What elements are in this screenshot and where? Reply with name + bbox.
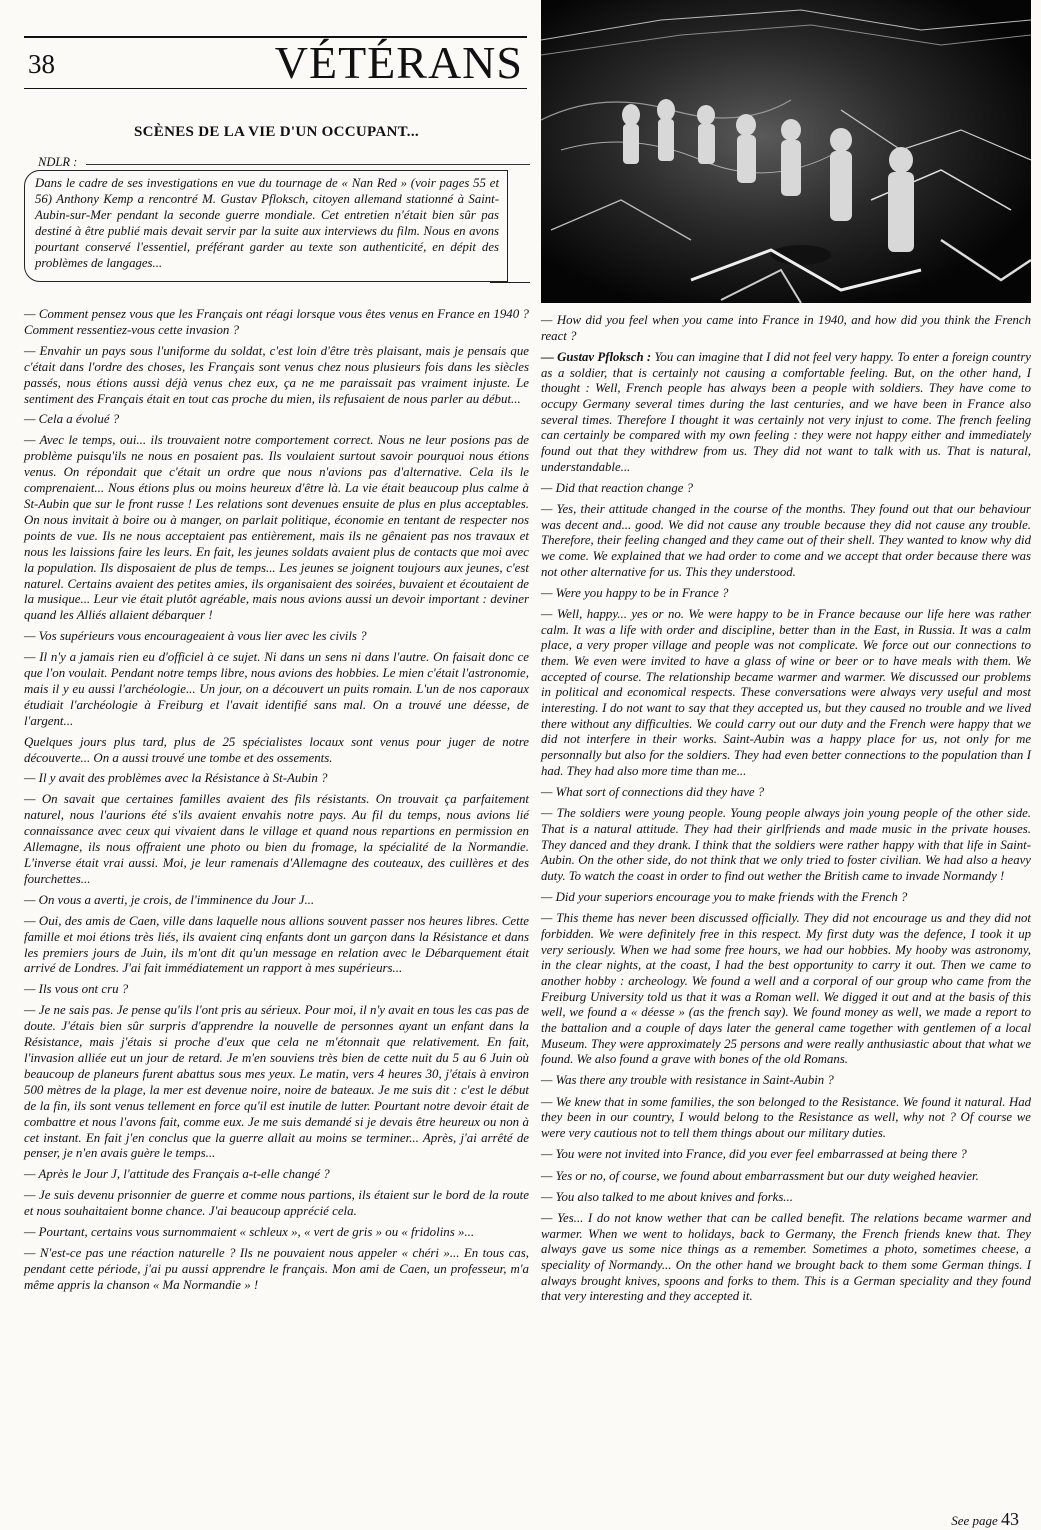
- paragraph: Quelques jours plus tard, plus de 25 spécialistes locaux sont venus pour juger de notre découverte... On a aussi trouvé une tombe et des ossements.: [24, 734, 529, 765]
- paragraph: — Were you happy to be in France ?: [541, 585, 729, 600]
- night-soldiers-photo: [541, 0, 1031, 303]
- paragraph: — You were not invited into France, did you ever feel embarrassed at being there ?: [541, 1147, 967, 1162]
- left-column: [24, 0, 529, 1527]
- paragraph: — Was there any trouble with resistance in Saint-Aubin ?: [541, 1073, 834, 1088]
- paragraph: — Envahir un pays sous l'uniforme du soldat, c'est loin d'être très plaisant, mais je pensais que c'était dans l'ordre des choses, les Français sont venus chez nous plusieurs fois dans les siècles passés, nous étions aussi déjà venus chez eux, ça ne me paraissait pas vraiment injuste. Le sentiment des Français était en tout cas proche du mien, ils refusaient de nous parler au début...: [24, 343, 529, 406]
- paragraph: — Oui, des amis de Caen, ville dans laquelle nous allions souvent passer nos heures libres. Cette famille et moi étions très liés, ils avaient cinq enfants dont un garçon dans la Résistance et dans les premiers jours de Juin, ils m'ont dit qu'un message en relation avec le Débarquement était arrivé de Londres. J'ai fait immédiatement un rapport à mes supérieurs...: [24, 913, 529, 976]
- paragraph: — Après le Jour J, l'attitude des Français a-t-elle changé ?: [24, 1167, 330, 1182]
- paragraph: — On vous a averti, je crois, de l'imminence du Jour J...: [24, 892, 315, 907]
- ndlr-rule-bottom: [490, 282, 530, 283]
- article-title: SCÈNES DE LA VIE D'UN OCCUPANT...: [134, 124, 419, 140]
- paragraph: — What sort of connections did they have ?: [541, 784, 765, 799]
- paragraph: — You also talked to me about knives and forks...: [541, 1189, 793, 1204]
- paragraph: — Pourtant, certains vous surnommaient « schleux », « vert de gris » ou « fridolins »...: [24, 1225, 475, 1240]
- paragraph: — We knew that in some families, the son belonged to the Resistance. We found it natural. Had they been in our country, I would belong to the Resistance as well, why not ? Of course we were very cautious not to tell them things about our military duties.: [541, 1094, 1031, 1141]
- paragraph: [541, 350, 1031, 475]
- section-title: VÉTÉRANS: [274, 37, 523, 88]
- paragraph: — Did that reaction change ?: [541, 480, 694, 495]
- page-header: [24, 36, 527, 89]
- paragraph: — Yes or no, of course, we found about embarrassment but our duty weighed heavier.: [541, 1168, 979, 1183]
- see-page-text: See page: [951, 1513, 998, 1528]
- paragraph: — Vos supérieurs vous encourageaient à vous lier avec les civils ?: [24, 629, 367, 644]
- right-column: [541, 0, 1031, 1527]
- editor-note-box: [24, 170, 508, 282]
- french-interview-text: [24, 307, 529, 1299]
- paragraph: — On savait que certaines familles avaient des fils résistants. On trouvait ça parfaitement naturel, nous l'aurions été s'ils avaient envahis notre pays. Au fil du temps, nous avions lié connaissance avec ceux qui vivaient dans le village et quand nous repartions en permission en Allemagne, ils nous offraient une photo ou bien du fromage, la spécialité de la Normandie. L'inverse était vrai aussi. Moi, je leur ramenais d'Allemagne des couteaux, des cuillères et des fourchettes...: [24, 792, 529, 886]
- paragraph: — Je suis devenu prisonnier de guerre et comme nous partions, ils étaient sur le bord de la route et nous souhaitaient bonne chance. J'ai beaucoup apprécié cela.: [24, 1188, 529, 1219]
- paragraph: — Je ne sais pas. Je pense qu'ils l'ont pris au sérieux. Pour moi, il n'y avait en tous les cas pas de doute. J'étais bien sûr surpris d'apprendre la nouvelle de personnes ayant un enfant dans la Résistance, mais j'étais si proche d'eux que cela ne m'étonnait que relativement. En fait, l'invasion alliée eut un jour de retard. Je m'en souviens très bien de cette nuit du 5 au 6 Juin où beaucoup de planeurs furent abattus sous mes yeux. Le matin, vers 4 heures 30, j'étais à environ 500 mètres de la plage, la mer est devenue noire, noire de bateaux. Je me suis dit : c'est le début de la fin, ils sont venus tellement en force qu'il est inutile de lutter. Pourtant notre devoir était de combattre et nous l'avons fait, comme eux. Je me suis demandé si je devais être heureux ou non à cet instant. En fait j'en conclus que la guerre allait au moins se terminer... Après, j'ai arrêté de penser, je n'en avais guère le temps...: [24, 1003, 529, 1161]
- paragraph: — Avec le temps, oui... ils trouvaient notre comportement correct. Nous ne leur posions pas de problème puisqu'ils ne nous en posaient pas. Ils voulaient surtout savoir pourquoi nous étions venus. On répondait que c'était un ordre que nous n'avions pas d'alternative. Cela ils le comprenaient... Nous étions plus ou moins heureux d'être là. La vie était beaucoup plus calme à St-Aubin que sur le front russe ! Les relations sont devenues ensuite de plus en plus acceptables. On nous invitait à boire ou à manger, on parlait politique, économie en tentant de respecter nos points de vue. Ils ne nous acceptaient pas entièrement, mais ils ne gênaient pas nos travaux et nous les laissions faire les leurs. En fait, les jeunes soldats avaient plus de contacts que moi avec la population. Ils disposaient de plus de temps... Les jeunes se joignent toujours aux jeunes, c'est naturel. Certains avaient des petites amies, ils organisaient des soirées, buvaient et écoutaient de la musique... Leur vie était plutôt agréable, mais nous avions aussi un devoir important : deviner quand les Alliés allaient débarquer !: [24, 433, 529, 623]
- paragraph: — N'est-ce pas une réaction naturelle ? Ils ne pouvaient nous appeler « chéri »... En tous cas, pendant cette période, j'ai pu aussi apprendre le français. Mon ami de Caen, un professeur, m'a même appris la chanson « Ma Normandie » !: [24, 1245, 529, 1292]
- paragraph: — Comment pensez vous que les Français ont réagi lorsque vous êtes venus en France en 1940 ? Comment ressentiez-vous cette invasion ?: [24, 307, 529, 337]
- paragraph: — How did you feel when you came into France in 1940, and how did you think the French react ?: [541, 313, 1031, 343]
- paragraph: — Ils vous ont cru ?: [24, 982, 129, 997]
- answer-text: You can imagine that I did not feel very happy. To enter a foreign country as a soldier, that is certainly not causing a comfortable feeling. But, on the other hand, I thought : Well, French people has always been a people with soldiers. They have come to occupy Germany several times during the last centuries, and we have been in France also several times. Therefore I thought it was certainly not very injust to come. The french feeling can certainly be compared with my own feeling : they were not happy either and immediately found out that they withdrew from us. They did not want to talk with us. That is natural, understandable...: [541, 349, 1031, 474]
- see-page-number: 43: [1001, 1509, 1019, 1529]
- paragraph: — The soldiers were young people. Young people always join young people of the other side. That is a natural attitude. They had their girlfriends and made music in the private houses. They danced and they drank. I think that the soldiers were rather happy with that life in Saint-Aubin. On the other side, do not think that we only tried to foster civilian. We had also a heavy duty. To watch the coast in order to find out wether the British came to invade Normandy !: [541, 806, 1031, 883]
- paragraph: — Well, happy... yes or no. We were happy to be in France because our life here was rather calm. It was a life with order and discipline, better than in the East, in Russia. It was a calm place, a very proper village and people was not complicate. We force out our connections to them. We even were invited to have a glass of wine or beer or to have meals with them. We accepted of course. The relationship became warmer and warmer. We discussed our problems in political and economical respects. These conversations were always very useful and most interesting. I do not want to say that they accepted us, but they caused no trouble and we lived there without any difficulties. We could carry out our duty and the French were happy that we did not interfere in their works. Saint-Aubin was a happy place for us, not only for me personnally but also for the soldiers. They had even better connections to the population than I had. They had also more time than me...: [541, 607, 1031, 778]
- editor-note-text: Dans le cadre de ses investigations en vue du tournage de « Nan Red » (voir pages 55 et 56) Anthony Kemp a rencontré M. Gustav Pfloksch, citoyen allemand stationné à Saint-Aubin-sur-Mer pendant la seconde guerre mondiale. Cet entretien n'était bien sûr pas destiné à être publié mais devait servir par la suite aux interviews du film. Nous en avons pourtant conservé l'essentiel, préférant garder au texte son authenticité, en dépit des problèmes de langages...: [35, 176, 499, 270]
- paragraph: — Did your superiors encourage you to make friends with the French ?: [541, 890, 908, 905]
- page-number: 38: [28, 49, 55, 79]
- paragraph: — Cela a évolué ?: [24, 412, 120, 427]
- paragraph: — This theme has never been discussed officially. They did not encourage us and they did not forbidden. We were definitely free in this respect. My first duty was the defence, I took it up very seriously. When we had some free hours, we had our hobbies. My hooby was astronomy, in the clear nights, at the coast, I had the best opportunity to carry it out. Then we came to another hobby : archeology. We found a well and a corporal of our group who came from the Freiburg University told us that it was a Roman well. We digged it out and at the basis of this well, we found a « déesse » (as the french say). We found money as well, we made a report to the battalion and a couple of days later the general came together with gentlemen of a local Museum. They were approximately 25 persons and were really anthusiastic about that what we found. We also found a grave with bones of the old Romans.: [541, 911, 1031, 1067]
- paragraph: — Yes... I do not know wether that can be called benefit. The relations became warmer and warmer. When we went to holidays, back to Germany, the French friends knew that. They always gave us some nice things as a remember. Sometimes a photo, sometimes cheese, a speciality of Normandy... On the other hand we brought back to them some German things. I always brought knives, spoons and forks to them. This is a German speciality and they found that very interesting and they accepted it.: [541, 1211, 1031, 1304]
- paragraph: — Yes, their attitude changed in the course of the months. They found out that our behaviour was decent and... good. We did not cause any trouble because they did not cause any trouble. Therefore, their feeling changed and they came out of their shell. They wanted to know why did we come. We explained that we had order to come and we accept that order because there was not other alternative for us. This they understood.: [541, 502, 1031, 579]
- english-interview-text: [541, 313, 1031, 1311]
- paragraph: — Il n'y a jamais rien eu d'officiel à ce sujet. Ni dans un sens ni dans l'autre. On faisait donc ce que l'on voulait. Pendant notre temps libre, nous avions des hobbies. Le mien c'était l'astronomie, mais il y eu aussi l'archéologie... Un jour, on a découvert un puits romain. L'un de nos caporaux étudiait l'archéologie à Freiburg et l'avait identifié sans mal. On a trouvé une déesse, de l'argent...: [24, 650, 529, 728]
- ndlr-label: NDLR :: [38, 155, 78, 169]
- ndlr-rule: [86, 164, 530, 165]
- speaker-name: — Gustav Pfloksch :: [541, 349, 652, 364]
- paragraph: — Il y avait des problèmes avec la Résistance à St-Aubin ?: [24, 771, 328, 786]
